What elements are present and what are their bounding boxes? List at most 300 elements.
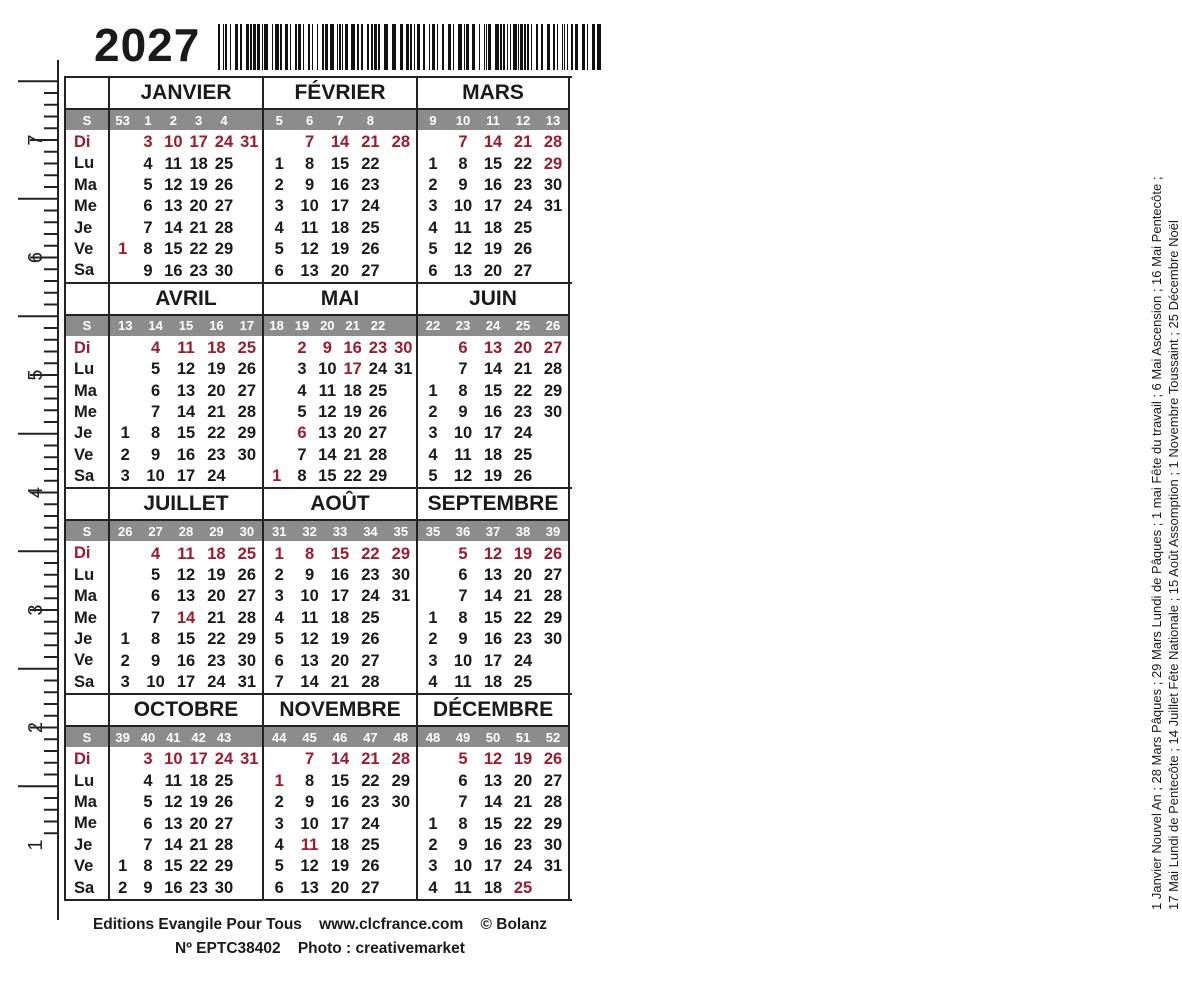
date-cell: 29: [368, 467, 388, 486]
week-number: 27: [148, 523, 163, 539]
date-cell: 26: [361, 630, 380, 649]
date-cell: 1: [428, 154, 438, 173]
day-row: [264, 218, 416, 239]
date-cell: 22: [513, 154, 533, 173]
barcode-bar: [337, 24, 338, 70]
barcode-bar: [264, 24, 268, 70]
date-cell: 23: [207, 651, 226, 670]
date-cell: 20: [343, 424, 362, 443]
date-cell: 5: [297, 403, 307, 422]
date-cell: 10: [164, 750, 183, 769]
date-cell: 23: [189, 878, 208, 897]
day-row: [418, 771, 568, 792]
week-number: 32: [302, 523, 317, 539]
date-cell: 23: [513, 403, 533, 422]
date-cell: 16: [176, 445, 196, 464]
ruler-label: 4: [25, 486, 47, 499]
week-number: 17: [239, 318, 255, 334]
date-cell: 23: [368, 338, 388, 357]
date-cell: 9: [143, 878, 153, 897]
date-cell: 4: [428, 445, 438, 464]
day-row: [264, 771, 416, 792]
date-cell: 10: [453, 651, 473, 670]
week-number: 45: [302, 729, 317, 745]
date-cell: 17: [483, 651, 503, 670]
week-number: 53: [115, 112, 130, 128]
date-cell: 9: [458, 630, 468, 649]
barcode-bar: [225, 24, 227, 70]
date-cell: 1: [120, 630, 130, 649]
month-block-3: [416, 78, 570, 282]
date-cell: 2: [297, 338, 307, 357]
barcode-bar: [458, 24, 462, 70]
date-cell: 4: [274, 608, 284, 627]
day-label-sa: Sa: [74, 672, 95, 691]
date-cell: 6: [458, 771, 468, 790]
week-number: 28: [178, 523, 194, 539]
date-cell: 15: [176, 424, 196, 443]
date-cell: 1: [272, 467, 282, 486]
week-number: 3: [195, 112, 203, 128]
barcode-bar: [330, 24, 334, 70]
date-cell: 24: [207, 673, 226, 691]
day-row: [264, 672, 416, 693]
day-label-column: [64, 489, 108, 693]
barcode-bar: [400, 24, 403, 70]
date-cell: 4: [297, 381, 307, 400]
day-label-sa: Sa: [74, 878, 95, 897]
week-numbers: [110, 521, 262, 541]
week-number: 22: [370, 318, 386, 334]
date-cell: 1: [274, 771, 284, 790]
date-cell: 15: [330, 154, 350, 173]
date-cell: 21: [330, 673, 350, 691]
day-row: [418, 359, 568, 380]
day-row: [418, 586, 568, 607]
day-row: [110, 196, 262, 217]
month-name: FÉVRIER: [264, 78, 416, 110]
day-label-di: Di: [74, 133, 91, 151]
date-cell: 1: [274, 544, 284, 563]
barcode-bar: [378, 24, 380, 70]
date-cell: 3: [297, 360, 307, 379]
day-row: [110, 813, 262, 834]
date-cell: 6: [274, 878, 284, 897]
calendar-grid: [64, 76, 572, 901]
date-cell: 31: [237, 673, 256, 691]
barcode-bar: [303, 24, 304, 70]
date-cell: 26: [214, 175, 234, 194]
date-cell: 11: [164, 771, 183, 790]
barcode-bar: [272, 24, 273, 70]
date-cell: 8: [151, 630, 161, 649]
date-cell: 24: [214, 750, 234, 769]
date-cell: 12: [453, 467, 473, 486]
date-cell: 26: [237, 360, 256, 379]
date-cell: 10: [453, 424, 473, 443]
date-cell: 12: [164, 793, 183, 812]
date-cell: 10: [146, 673, 165, 691]
date-cell: 15: [483, 608, 503, 627]
date-cell: 5: [274, 857, 284, 876]
date-cell: 10: [453, 197, 473, 216]
date-cell: 12: [300, 630, 319, 649]
day-row: [110, 445, 262, 466]
date-cell: 27: [237, 587, 256, 606]
day-row: [110, 381, 262, 402]
date-cell: 21: [513, 133, 533, 152]
date-cell: 23: [189, 261, 208, 280]
day-row: [264, 381, 416, 402]
date-cell: 1: [118, 240, 128, 259]
date-cell: 16: [483, 630, 503, 649]
day-row: [110, 402, 262, 423]
date-cell: 2: [274, 793, 284, 812]
date-cell: 3: [274, 587, 284, 606]
barcode-bar: [536, 24, 538, 70]
week-number: 39: [545, 523, 561, 539]
day-row: [418, 856, 568, 877]
week-number: 43: [216, 729, 232, 745]
week-number: 33: [332, 523, 348, 539]
week-numbers: [110, 110, 262, 130]
date-cell: 25: [214, 154, 234, 173]
month-block-4: [108, 284, 262, 488]
date-cell: 9: [458, 403, 468, 422]
date-cell: 24: [207, 467, 226, 486]
date-cell: 3: [428, 197, 438, 216]
month-block-2: [262, 78, 416, 282]
week-number: 13: [117, 318, 133, 334]
barcode-bar: [442, 24, 444, 70]
date-cell: 28: [543, 587, 563, 606]
day-row: [264, 792, 416, 813]
date-cell: 23: [361, 566, 380, 585]
day-row: [264, 543, 416, 564]
barcode-bar: [262, 24, 263, 70]
date-cell: 27: [237, 381, 256, 400]
week-number: 29: [209, 523, 224, 539]
day-label-di: Di: [74, 750, 91, 769]
date-cell: 2: [428, 630, 438, 649]
day-row: [264, 239, 416, 260]
date-cell: 16: [176, 651, 196, 670]
date-cell: 27: [361, 878, 380, 897]
day-row: [110, 878, 262, 899]
date-cell: 21: [361, 133, 380, 152]
week-number: 49: [455, 729, 471, 745]
date-cell: 17: [330, 587, 350, 606]
day-row: [110, 792, 262, 813]
date-cell: 21: [189, 218, 208, 237]
week-number: 8: [366, 112, 375, 128]
week-number: 44: [271, 729, 287, 745]
barcode-bar: [524, 24, 526, 70]
week-number: 12: [515, 112, 531, 128]
date-cell: 22: [207, 424, 226, 443]
date-cell: 25: [513, 218, 533, 237]
date-cell: 5: [151, 360, 161, 379]
month-name: OCTOBRE: [110, 695, 262, 727]
date-cell: 8: [305, 544, 315, 563]
date-cell: 1: [428, 381, 438, 400]
week-number: 4: [220, 112, 228, 128]
month-name: JUIN: [418, 284, 568, 316]
date-cell: 14: [176, 403, 196, 422]
week-number: 26: [545, 318, 561, 334]
date-cell: 3: [143, 750, 153, 769]
date-cell: 28: [391, 750, 410, 769]
date-cell: 30: [543, 835, 563, 854]
date-cell: 27: [214, 197, 234, 216]
date-cell: 6: [143, 814, 153, 833]
week-number: 6: [305, 112, 314, 128]
barcode-bar: [513, 24, 517, 70]
day-row: [418, 608, 568, 629]
date-cell: 13: [300, 651, 319, 670]
day-row: [264, 565, 416, 586]
date-cell: 20: [513, 771, 533, 790]
week-number: 10: [455, 112, 471, 128]
day-row: [264, 423, 416, 444]
month-block-10: [108, 695, 262, 899]
date-cell: 12: [300, 240, 319, 259]
day-row: [264, 132, 416, 153]
date-cell: 24: [513, 197, 533, 216]
date-cell: 18: [483, 445, 503, 464]
date-cell: 12: [176, 360, 196, 379]
ruler-label: 3: [25, 604, 47, 616]
date-cell: 19: [189, 793, 208, 812]
day-label-je: Je: [74, 424, 93, 443]
day-row: [110, 466, 262, 487]
date-cell: 30: [237, 651, 256, 670]
day-row: [418, 466, 568, 487]
date-cell: 7: [305, 750, 315, 769]
date-cell: 18: [207, 338, 226, 357]
day-row: [264, 175, 416, 196]
day-label-sa: Sa: [74, 261, 95, 280]
date-cell: 13: [300, 261, 319, 280]
date-cell: 1: [428, 814, 438, 833]
date-cell: 4: [151, 338, 161, 357]
date-cell: 28: [237, 608, 256, 627]
date-cell: 7: [458, 360, 468, 379]
date-cell: 16: [330, 566, 350, 585]
date-cell: 27: [543, 771, 563, 790]
date-cell: 25: [361, 608, 380, 627]
date-cell: 21: [513, 793, 533, 812]
date-cell: 29: [237, 630, 256, 649]
barcode-bar: [218, 24, 220, 70]
day-row: [418, 218, 568, 239]
date-cell: 28: [214, 218, 234, 237]
barcode-bar: [308, 24, 310, 70]
calendar-year: 2027: [94, 19, 201, 71]
date-cell: 9: [305, 566, 315, 585]
date-cell: 7: [151, 403, 161, 422]
day-label-me: Me: [74, 608, 97, 627]
date-cell: 10: [300, 587, 319, 606]
barcode-bar: [298, 24, 301, 70]
date-cell: 26: [361, 240, 380, 259]
date-cell: 28: [214, 835, 234, 854]
day-row: [264, 466, 416, 487]
date-cell: 19: [483, 467, 503, 486]
date-cell: 17: [189, 133, 208, 152]
date-cell: 5: [428, 467, 438, 486]
date-cell: 30: [391, 566, 410, 585]
day-label-ve: Ve: [74, 239, 94, 258]
day-label-ma: Ma: [74, 175, 97, 194]
day-row: [110, 359, 262, 380]
date-cell: 15: [483, 154, 503, 173]
date-cell: 13: [483, 771, 503, 790]
date-cell: 4: [274, 835, 284, 854]
day-row: [110, 749, 262, 770]
date-cell: 29: [214, 240, 234, 259]
barcode-bar: [257, 24, 260, 70]
week-number: 5: [275, 112, 283, 128]
date-cell: 12: [318, 403, 337, 422]
date-cell: 30: [543, 175, 563, 194]
date-cell: 27: [361, 651, 380, 670]
date-cell: 16: [164, 878, 183, 897]
date-cell: 6: [458, 338, 468, 357]
date-cell: 8: [151, 424, 161, 443]
barcode-bar: [371, 24, 373, 70]
day-row: [418, 672, 568, 693]
date-cell: 20: [330, 261, 350, 280]
date-cell: 26: [543, 544, 563, 563]
date-cell: 27: [368, 424, 388, 443]
date-cell: 21: [189, 835, 208, 854]
date-cell: 3: [120, 467, 130, 486]
day-row: [110, 153, 262, 174]
barcode-bar: [295, 24, 297, 70]
date-cell: 29: [214, 857, 234, 876]
date-cell: 15: [483, 381, 503, 400]
date-cell: 24: [513, 424, 533, 443]
date-cell: 19: [330, 630, 350, 649]
date-cell: 6: [274, 261, 284, 280]
week-label: S: [82, 729, 92, 745]
date-cell: 18: [207, 544, 226, 563]
day-row: [418, 338, 568, 359]
date-cell: 14: [300, 673, 319, 691]
date-cell: 17: [330, 814, 350, 833]
date-cell: 23: [513, 835, 533, 854]
barcode-bar: [322, 24, 324, 70]
date-cell: 5: [458, 544, 468, 563]
date-cell: 12: [483, 750, 503, 769]
barcode-bar: [437, 24, 438, 70]
date-cell: 3: [428, 424, 438, 443]
date-cell: 6: [297, 424, 307, 443]
date-cell: 2: [274, 175, 284, 194]
day-row: [418, 423, 568, 444]
date-cell: 16: [330, 175, 350, 194]
quarter-row: [64, 284, 572, 490]
date-cell: 2: [428, 175, 438, 194]
day-row: [264, 608, 416, 629]
date-cell: 10: [300, 197, 319, 216]
month-block-12: [416, 695, 570, 899]
week-number: 31: [271, 523, 287, 539]
barcode-bar: [466, 24, 469, 70]
day-row: [264, 586, 416, 607]
barcode-bar: [392, 24, 396, 70]
barcode-bar: [484, 24, 485, 70]
date-cell: 11: [300, 835, 319, 854]
day-row: [110, 260, 262, 281]
date-cell: 14: [330, 133, 350, 152]
date-cell: 28: [361, 673, 380, 691]
week-numbers: [418, 727, 568, 747]
reference-footer: Nº EPTC38402 Photo : creativemarket: [175, 940, 465, 957]
week-label: S: [82, 318, 92, 334]
date-cell: 15: [164, 857, 183, 876]
date-cell: 25: [513, 445, 533, 464]
date-cell: 16: [330, 793, 350, 812]
barcode-bar: [448, 24, 451, 70]
barcode-bar: [253, 24, 256, 70]
date-cell: 20: [207, 381, 226, 400]
date-cell: 3: [274, 197, 284, 216]
date-cell: 15: [330, 771, 350, 790]
date-cell: 6: [151, 587, 161, 606]
date-cell: 2: [274, 566, 284, 585]
barcode-bar: [432, 24, 435, 70]
date-cell: 19: [513, 544, 533, 563]
date-cell: 6: [143, 197, 153, 216]
date-cell: 10: [300, 814, 319, 833]
date-cell: 3: [274, 814, 284, 833]
date-cell: 13: [483, 566, 503, 585]
date-cell: 12: [164, 175, 183, 194]
date-cell: 21: [343, 445, 362, 464]
date-cell: 5: [151, 566, 161, 585]
barcode-bar: [250, 24, 252, 70]
month-name: SEPTEMBRE: [418, 489, 568, 521]
quarter-row: [64, 489, 572, 695]
holidays-sidebar: [548, 0, 1181, 910]
date-cell: 15: [330, 544, 350, 563]
date-cell: 12: [300, 857, 319, 876]
date-cell: 17: [189, 750, 208, 769]
date-cell: 22: [189, 240, 208, 259]
date-cell: 12: [453, 240, 473, 259]
date-cell: 18: [330, 608, 350, 627]
date-cell: 25: [513, 878, 533, 897]
date-cell: 26: [368, 403, 388, 422]
date-cell: 11: [454, 445, 472, 464]
date-cell: 30: [394, 338, 413, 357]
date-cell: 18: [189, 154, 208, 173]
month-block-5: [262, 284, 416, 488]
week-number: 11: [486, 112, 500, 128]
publisher-footer: Editions Evangile Pour Tous www.clcfrance.com © Bolanz: [92, 916, 548, 933]
date-cell: 7: [143, 218, 153, 237]
date-cell: 31: [543, 857, 563, 876]
day-label-me: Me: [74, 402, 97, 421]
date-cell: 18: [330, 218, 350, 237]
date-cell: 18: [483, 673, 503, 691]
date-cell: 26: [513, 240, 533, 259]
day-label-column: [64, 78, 108, 282]
barcode-bar: [486, 24, 487, 70]
date-cell: 5: [274, 630, 284, 649]
